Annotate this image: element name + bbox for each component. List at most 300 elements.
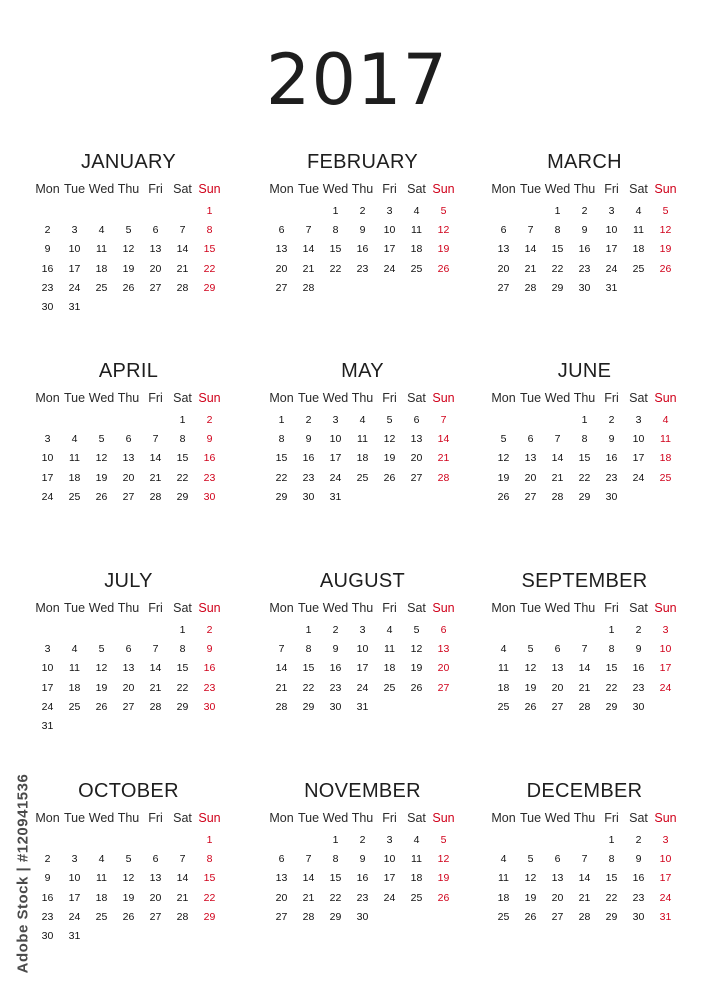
day-cell: 5 [98, 643, 105, 656]
weekday-header [34, 389, 223, 407]
day-cell: 16 [578, 243, 591, 256]
day-cell: 9 [206, 643, 213, 656]
day-cell: 3 [386, 205, 393, 217]
empty-cell [544, 621, 571, 640]
day-cell: 27 [275, 281, 288, 294]
empty-cell [88, 202, 115, 221]
empty-cell [430, 279, 457, 298]
weekday-label: Sun [654, 391, 677, 405]
weekday-label: Sat [173, 391, 192, 405]
day-cell: 11 [633, 224, 644, 237]
weekday-label: Tue [297, 391, 320, 405]
day-cell: 19 [122, 891, 135, 904]
day-cell: 5 [527, 853, 534, 866]
day-cell: 14 [149, 452, 162, 465]
day-cell: 21 [176, 262, 189, 275]
empty-cell [403, 279, 430, 298]
empty-cell [196, 927, 223, 946]
day-cell: 9 [608, 433, 615, 446]
day-cell: 7 [527, 224, 534, 237]
day-cell: 6 [554, 853, 561, 866]
weekday-label: Thu [117, 182, 140, 196]
day-cell: 29 [578, 490, 591, 503]
day-cell: 9 [581, 224, 588, 237]
day-cell: 21 [302, 262, 315, 275]
weekday-label: Sun [198, 811, 221, 825]
day-cell: 8 [305, 643, 312, 656]
empty-cell [322, 279, 349, 298]
day-grid [268, 831, 457, 927]
day-cell: 25 [68, 490, 81, 503]
empty-cell [376, 908, 403, 927]
day-cell: 18 [632, 243, 645, 256]
day-cell: 7 [152, 643, 159, 656]
day-cell: 20 [149, 262, 162, 275]
day-cell: 17 [68, 891, 81, 904]
month-name: MAY [341, 360, 384, 382]
day-cell: 1 [206, 205, 213, 217]
weekday-label: Mon [35, 391, 60, 405]
weekday-label: Sun [198, 391, 221, 405]
day-cell: 16 [41, 262, 54, 275]
day-cell: 1 [608, 834, 615, 846]
day-cell: 16 [356, 243, 369, 256]
empty-cell [403, 908, 430, 927]
day-cell: 24 [356, 681, 369, 694]
day-cell: 6 [413, 414, 420, 426]
day-cell: 13 [149, 872, 162, 885]
day-cell: 23 [41, 910, 54, 923]
day-cell: 5 [125, 224, 132, 237]
day-cell: 14 [578, 872, 591, 885]
day-cell: 4 [71, 433, 78, 446]
day-cell: 22 [605, 681, 618, 694]
day-cell: 9 [44, 872, 51, 885]
month-july [34, 569, 223, 736]
day-cell: 13 [524, 452, 537, 465]
empty-cell [544, 831, 571, 850]
day-cell: 30 [41, 300, 54, 313]
weekday-label: Sat [407, 601, 426, 615]
empty-cell [142, 411, 169, 430]
day-cell: 13 [410, 433, 423, 446]
day-cell: 2 [44, 853, 51, 866]
weekday-label: Fri [148, 182, 163, 196]
day-cell: 19 [383, 452, 396, 465]
day-cell: 31 [356, 700, 369, 713]
day-cell: 19 [437, 243, 450, 256]
day-cell: 2 [635, 834, 642, 846]
empty-cell [295, 202, 322, 221]
empty-cell [430, 908, 457, 927]
day-cell: 28 [176, 910, 189, 923]
day-cell: 13 [275, 872, 288, 885]
empty-cell [88, 298, 115, 317]
weekday-label: Wed [544, 811, 571, 825]
day-cell: 21 [149, 471, 162, 484]
day-cell: 28 [302, 281, 315, 294]
empty-cell [142, 717, 169, 736]
weekday-label: Fri [604, 811, 619, 825]
day-cell: 3 [359, 624, 366, 636]
day-cell: 4 [98, 853, 105, 866]
empty-cell [169, 831, 196, 850]
day-cell: 8 [206, 224, 213, 237]
empty-cell [34, 411, 61, 430]
day-cell: 13 [551, 872, 564, 885]
month-december [490, 779, 679, 927]
day-cell: 23 [356, 891, 369, 904]
day-grid [490, 411, 679, 507]
month-name: JUNE [557, 360, 612, 382]
day-cell: 28 [275, 700, 288, 713]
day-cell: 30 [329, 700, 342, 713]
weekday-label: Tue [63, 601, 86, 615]
weekday-label: Mon [35, 182, 60, 196]
day-cell: 24 [383, 891, 396, 904]
empty-cell [169, 717, 196, 736]
day-cell: 16 [302, 452, 315, 465]
empty-cell [61, 202, 88, 221]
empty-cell [61, 717, 88, 736]
day-cell: 18 [383, 662, 396, 675]
month-june [490, 359, 679, 507]
weekday-label: Fri [382, 601, 397, 615]
day-cell: 23 [203, 681, 216, 694]
weekday-label: Fri [148, 391, 163, 405]
weekday-label: Wed [88, 601, 115, 615]
day-cell: 28 [176, 281, 189, 294]
empty-cell [403, 488, 430, 507]
day-cell: 1 [179, 624, 186, 636]
month-january [34, 150, 223, 317]
day-cell: 10 [605, 224, 618, 237]
day-cell: 26 [524, 910, 537, 923]
day-cell: 25 [95, 281, 108, 294]
weekday-label: Tue [63, 182, 86, 196]
empty-cell [652, 698, 679, 717]
weekday-label: Fri [382, 811, 397, 825]
day-cell: 10 [329, 433, 342, 446]
month-name: NOVEMBER [304, 780, 421, 802]
weekday-label: Sat [629, 601, 648, 615]
weekday-label: Thu [117, 391, 140, 405]
day-cell: 15 [551, 243, 564, 256]
weekday-label: Tue [63, 391, 86, 405]
day-cell: 15 [203, 872, 216, 885]
day-cell: 28 [437, 471, 450, 484]
day-cell: 12 [524, 662, 537, 675]
day-cell: 5 [440, 834, 447, 846]
weekday-label: Mon [35, 601, 60, 615]
day-grid [490, 202, 679, 298]
day-cell: 17 [659, 662, 672, 675]
day-cell: 20 [122, 471, 135, 484]
day-cell: 5 [527, 643, 534, 656]
day-cell: 6 [125, 433, 132, 446]
weekday-header [268, 389, 457, 407]
day-cell: 7 [440, 414, 447, 426]
month-name: DECEMBER [526, 780, 643, 802]
day-cell: 5 [125, 853, 132, 866]
day-cell: 17 [605, 243, 618, 256]
day-cell: 11 [660, 433, 671, 446]
day-cell: 17 [68, 262, 81, 275]
day-cell: 9 [305, 433, 312, 446]
weekday-label: Mon [491, 182, 516, 196]
weekday-label: Sat [173, 811, 192, 825]
empty-cell [61, 621, 88, 640]
empty-cell [142, 831, 169, 850]
day-cell: 15 [605, 872, 618, 885]
month-may [268, 359, 457, 507]
day-cell: 13 [497, 243, 510, 256]
day-cell: 12 [497, 452, 510, 465]
day-cell: 12 [524, 872, 537, 885]
day-cell: 31 [329, 490, 342, 503]
day-cell: 11 [411, 853, 422, 866]
day-cell: 2 [635, 624, 642, 636]
day-cell: 25 [497, 700, 510, 713]
day-cell: 17 [41, 471, 54, 484]
day-cell: 27 [122, 490, 135, 503]
day-cell: 29 [605, 700, 618, 713]
empty-cell [115, 202, 142, 221]
day-cell: 10 [659, 643, 672, 656]
weekday-label: Mon [269, 182, 294, 196]
day-cell: 16 [605, 452, 618, 465]
weekday-label: Wed [322, 391, 349, 405]
day-cell: 18 [410, 872, 423, 885]
weekday-label: Fri [604, 182, 619, 196]
day-cell: 1 [554, 205, 561, 217]
day-cell: 30 [632, 910, 645, 923]
day-cell: 11 [411, 224, 422, 237]
day-cell: 19 [497, 471, 510, 484]
weekday-header [268, 599, 457, 617]
month-name: FEBRUARY [307, 151, 418, 173]
day-cell: 7 [554, 433, 561, 446]
month-february [268, 150, 457, 298]
day-cell: 8 [278, 433, 285, 446]
day-cell: 22 [329, 262, 342, 275]
day-cell: 31 [659, 910, 672, 923]
day-cell: 26 [410, 681, 423, 694]
weekday-label: Thu [351, 601, 374, 615]
day-cell: 5 [386, 414, 393, 426]
day-cell: 3 [662, 624, 669, 636]
day-cell: 14 [149, 662, 162, 675]
day-cell: 27 [410, 471, 423, 484]
empty-cell [376, 488, 403, 507]
day-cell: 22 [551, 262, 564, 275]
day-cell: 30 [632, 700, 645, 713]
weekday-label: Sat [407, 182, 426, 196]
day-cell: 6 [125, 643, 132, 656]
weekday-label: Tue [519, 601, 542, 615]
day-cell: 13 [149, 243, 162, 256]
day-cell: 31 [41, 719, 54, 732]
day-cell: 20 [275, 891, 288, 904]
weekday-label: Wed [322, 601, 349, 615]
day-cell: 27 [524, 490, 537, 503]
day-cell: 15 [302, 662, 315, 675]
day-cell: 14 [524, 243, 537, 256]
day-cell: 3 [44, 433, 51, 446]
day-cell: 5 [413, 624, 420, 636]
day-cell: 8 [608, 643, 615, 656]
weekday-label: Sun [198, 601, 221, 615]
day-cell: 10 [383, 224, 396, 237]
day-grid [34, 831, 223, 946]
weekday-label: Thu [117, 601, 140, 615]
day-cell: 19 [95, 681, 108, 694]
day-cell: 20 [149, 891, 162, 904]
weekday-label: Sun [198, 182, 221, 196]
day-cell: 3 [386, 834, 393, 846]
day-cell: 12 [437, 224, 450, 237]
day-cell: 21 [149, 681, 162, 694]
day-cell: 20 [122, 681, 135, 694]
weekday-label: Thu [351, 391, 374, 405]
day-cell: 8 [206, 853, 213, 866]
day-cell: 22 [203, 262, 216, 275]
day-cell: 25 [659, 471, 672, 484]
day-cell: 1 [179, 414, 186, 426]
day-cell: 26 [659, 262, 672, 275]
day-cell: 2 [206, 624, 213, 636]
weekday-header [490, 389, 679, 407]
day-cell: 18 [68, 681, 81, 694]
day-cell: 14 [302, 872, 315, 885]
day-cell: 20 [410, 452, 423, 465]
day-cell: 18 [95, 262, 108, 275]
day-cell: 2 [44, 224, 51, 237]
day-cell: 30 [41, 929, 54, 942]
day-cell: 21 [302, 891, 315, 904]
day-cell: 25 [410, 891, 423, 904]
day-cell: 10 [659, 853, 672, 866]
empty-cell [115, 298, 142, 317]
day-cell: 3 [71, 853, 78, 866]
day-cell: 17 [329, 452, 342, 465]
day-cell: 15 [329, 872, 342, 885]
weekday-label: Thu [117, 811, 140, 825]
weekday-label: Sat [407, 391, 426, 405]
empty-cell [349, 488, 376, 507]
weekday-header [34, 180, 223, 198]
empty-cell [517, 202, 544, 221]
day-cell: 19 [122, 262, 135, 275]
day-cell: 28 [578, 910, 591, 923]
day-cell: 26 [122, 910, 135, 923]
day-cell: 29 [302, 700, 315, 713]
day-cell: 10 [68, 872, 81, 885]
day-cell: 22 [329, 891, 342, 904]
day-cell: 4 [386, 624, 393, 636]
day-cell: 22 [176, 471, 189, 484]
day-cell: 24 [329, 471, 342, 484]
weekday-label: Tue [519, 391, 542, 405]
weekday-label: Fri [148, 811, 163, 825]
day-cell: 7 [581, 643, 588, 656]
day-cell: 7 [278, 643, 285, 656]
empty-cell [142, 621, 169, 640]
empty-cell [115, 927, 142, 946]
day-cell: 9 [332, 643, 339, 656]
weekday-label: Sat [629, 811, 648, 825]
day-cell: 24 [659, 681, 672, 694]
day-cell: 12 [410, 643, 423, 656]
day-cell: 26 [437, 262, 450, 275]
day-cell: 3 [71, 224, 78, 237]
day-cell: 24 [41, 700, 54, 713]
day-cell: 29 [176, 700, 189, 713]
empty-cell [517, 621, 544, 640]
day-cell: 13 [437, 643, 450, 656]
day-cell: 11 [69, 662, 80, 675]
weekday-label: Fri [382, 391, 397, 405]
empty-cell [376, 279, 403, 298]
day-cell: 15 [578, 452, 591, 465]
weekday-label: Wed [88, 391, 115, 405]
day-cell: 17 [41, 681, 54, 694]
empty-cell [34, 831, 61, 850]
weekday-header [268, 809, 457, 827]
day-cell: 13 [275, 243, 288, 256]
day-cell: 7 [179, 224, 186, 237]
weekday-label: Fri [148, 601, 163, 615]
weekday-label: Thu [351, 182, 374, 196]
weekday-header [34, 809, 223, 827]
empty-cell [571, 831, 598, 850]
day-cell: 10 [356, 643, 369, 656]
day-cell: 20 [551, 681, 564, 694]
day-cell: 4 [71, 643, 78, 656]
weekday-label: Sun [654, 601, 677, 615]
day-grid [34, 202, 223, 317]
day-cell: 16 [356, 872, 369, 885]
day-cell: 27 [551, 910, 564, 923]
day-cell: 24 [68, 281, 81, 294]
weekday-label: Sat [173, 182, 192, 196]
day-cell: 20 [497, 262, 510, 275]
day-cell: 17 [383, 243, 396, 256]
day-grid [268, 202, 457, 298]
day-cell: 15 [605, 662, 618, 675]
month-october [34, 779, 223, 946]
day-cell: 28 [551, 490, 564, 503]
weekday-label: Wed [544, 601, 571, 615]
day-cell: 7 [152, 433, 159, 446]
day-cell: 23 [203, 471, 216, 484]
day-cell: 11 [96, 872, 107, 885]
day-cell: 12 [659, 224, 672, 237]
weekday-header [490, 180, 679, 198]
day-cell: 15 [203, 243, 216, 256]
day-cell: 5 [500, 433, 507, 446]
empty-cell [88, 927, 115, 946]
day-cell: 11 [357, 433, 368, 446]
day-cell: 11 [96, 243, 107, 256]
weekday-label: Sat [629, 182, 648, 196]
empty-cell [169, 927, 196, 946]
weekday-label: Mon [491, 601, 516, 615]
day-cell: 23 [302, 471, 315, 484]
day-cell: 14 [551, 452, 564, 465]
day-cell: 27 [122, 700, 135, 713]
empty-cell [268, 831, 295, 850]
